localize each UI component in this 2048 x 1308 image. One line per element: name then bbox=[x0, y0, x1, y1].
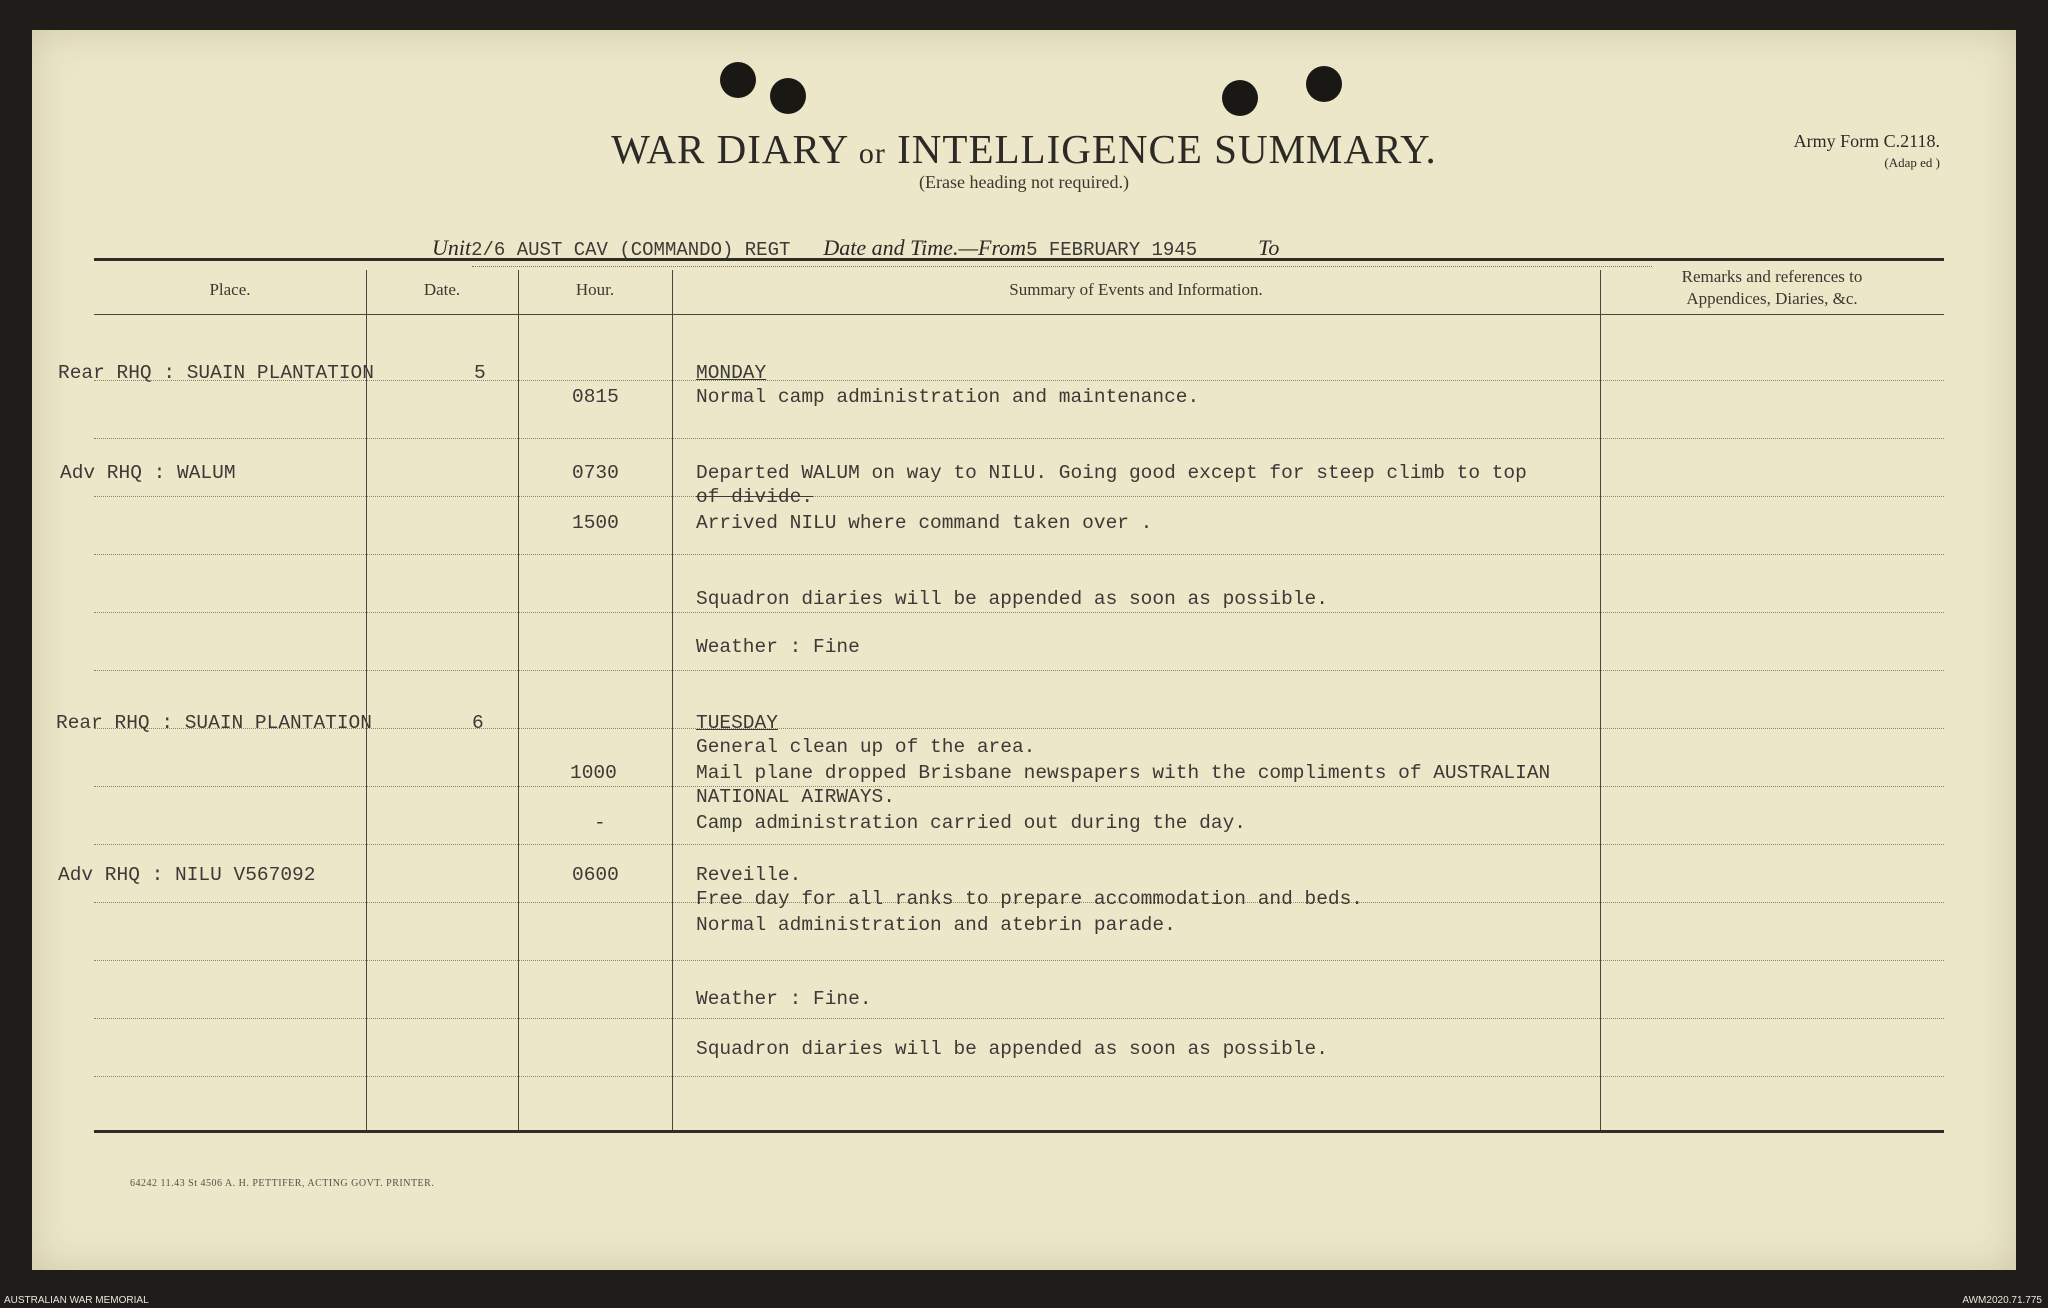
date-6: 6 bbox=[472, 712, 484, 734]
header-underline bbox=[94, 314, 1944, 315]
punch-hole bbox=[770, 78, 806, 114]
row-rule bbox=[94, 1018, 1944, 1019]
column-divider bbox=[518, 270, 519, 1130]
summary-text: of divide. bbox=[696, 486, 814, 508]
day-tuesday: TUESDAY bbox=[696, 712, 778, 734]
place-rear-rhq-5: Rear RHQ : SUAIN PLANTATION bbox=[58, 362, 374, 384]
punch-hole bbox=[1306, 66, 1342, 102]
date-value: 5 FEBRUARY 1945 bbox=[1026, 239, 1198, 261]
remarks-header-line-1: Remarks and references to bbox=[1681, 267, 1863, 286]
row-rule bbox=[94, 844, 1944, 845]
archive-reference: AWM2020.71.775 bbox=[1962, 1295, 2042, 1306]
title-intelligence-summary: INTELLIGENCE SUMMARY. bbox=[897, 126, 1437, 172]
army-form-label bbox=[1794, 130, 1940, 174]
army-form-number: Army Form C.2118. bbox=[1793, 131, 1940, 151]
summary-text: Arrived NILU where command taken over . bbox=[696, 512, 1153, 534]
column-header-place: Place. bbox=[209, 280, 251, 299]
row-rule bbox=[94, 438, 1944, 439]
war-diary-page bbox=[32, 30, 2016, 1270]
summary-text: Departed WALUM on way to NILU. Going good except for steep climb to top bbox=[696, 462, 1527, 484]
page-title bbox=[32, 125, 2016, 173]
row-rule bbox=[94, 496, 1944, 497]
summary-text: General clean up of the area. bbox=[696, 736, 1036, 758]
summary-text: Weather : Fine bbox=[696, 636, 860, 658]
hour-1500: 1500 bbox=[572, 512, 619, 534]
page-subtitle: (Erase heading not required.) bbox=[919, 172, 1129, 192]
punch-hole bbox=[720, 62, 756, 98]
hour-1000: 1000 bbox=[570, 762, 617, 784]
row-rule bbox=[94, 960, 1944, 961]
table-bottom-rule bbox=[94, 1130, 1944, 1133]
remarks-header-line-2: Appendices, Diaries, &c. bbox=[1686, 289, 1858, 308]
column-header-date: Date. bbox=[423, 280, 461, 299]
row-rule bbox=[94, 1076, 1944, 1077]
row-rule bbox=[94, 786, 1944, 787]
column-divider bbox=[672, 270, 673, 1130]
summary-text: Normal administration and atebrin parade. bbox=[696, 914, 1176, 936]
column-header-hour: Hour. bbox=[575, 280, 615, 299]
archive-caption: AUSTRALIAN WAR MEMORIAL bbox=[4, 1295, 149, 1306]
place-adv-rhq-walum: Adv RHQ : WALUM bbox=[60, 462, 236, 484]
column-divider bbox=[1600, 270, 1601, 1130]
summary-text: Squadron diaries will be appended as soon as possible. bbox=[696, 588, 1328, 610]
row-rule bbox=[94, 670, 1944, 671]
title-war-diary: WAR DIARY bbox=[611, 126, 848, 172]
summary-text: Camp administration carried out during the day. bbox=[696, 812, 1246, 834]
place-rear-rhq-6: Rear RHQ : SUAIN PLANTATION bbox=[56, 712, 372, 734]
army-form-sub: (Adap ed ) bbox=[1884, 155, 1940, 170]
unit-date-underline bbox=[472, 266, 1652, 267]
date-label: Date and Time.—From bbox=[823, 235, 1027, 260]
punch-hole bbox=[1222, 80, 1258, 116]
summary-text: Squadron diaries will be appended as soon as possible. bbox=[696, 1038, 1328, 1060]
hour-0730: 0730 bbox=[572, 462, 619, 484]
row-rule bbox=[94, 554, 1944, 555]
summary-text: Mail plane dropped Brisbane newspapers with the compliments of AUSTRALIAN bbox=[696, 762, 1551, 784]
hour-0600: 0600 bbox=[572, 864, 619, 886]
column-header-remarks bbox=[1600, 266, 1944, 310]
day-monday: MONDAY bbox=[696, 362, 767, 384]
hour-dash: - bbox=[594, 812, 606, 834]
printer-imprint: 64242 11.43 St 4506 A. H. PETTIFER, ACTING GOVT. PRINTER. bbox=[130, 1178, 435, 1189]
summary-text: Free day for all ranks to prepare accommodation and beds. bbox=[696, 888, 1364, 910]
date-5: 5 bbox=[474, 362, 486, 384]
summary-text: NATIONAL AIRWAYS. bbox=[696, 786, 895, 808]
summary-text: Reveille. bbox=[696, 864, 802, 886]
summary-text: Weather : Fine. bbox=[696, 988, 872, 1010]
title-or: or bbox=[858, 137, 886, 170]
column-header-summary: Summary of Events and Information. bbox=[1009, 280, 1263, 299]
row-rule bbox=[94, 612, 1944, 613]
summary-text: Normal camp administration and maintenance. bbox=[696, 386, 1200, 408]
unit-value: 2/6 AUST CAV (COMMANDO) REGT bbox=[471, 239, 791, 261]
to-label: To bbox=[1258, 235, 1280, 260]
hour-0815: 0815 bbox=[572, 386, 619, 408]
column-divider bbox=[366, 270, 367, 1130]
unit-label: Unit bbox=[432, 235, 472, 260]
table-top-rule bbox=[94, 258, 1944, 261]
place-adv-rhq-nilu: Adv RHQ : NILU V567092 bbox=[58, 864, 316, 886]
